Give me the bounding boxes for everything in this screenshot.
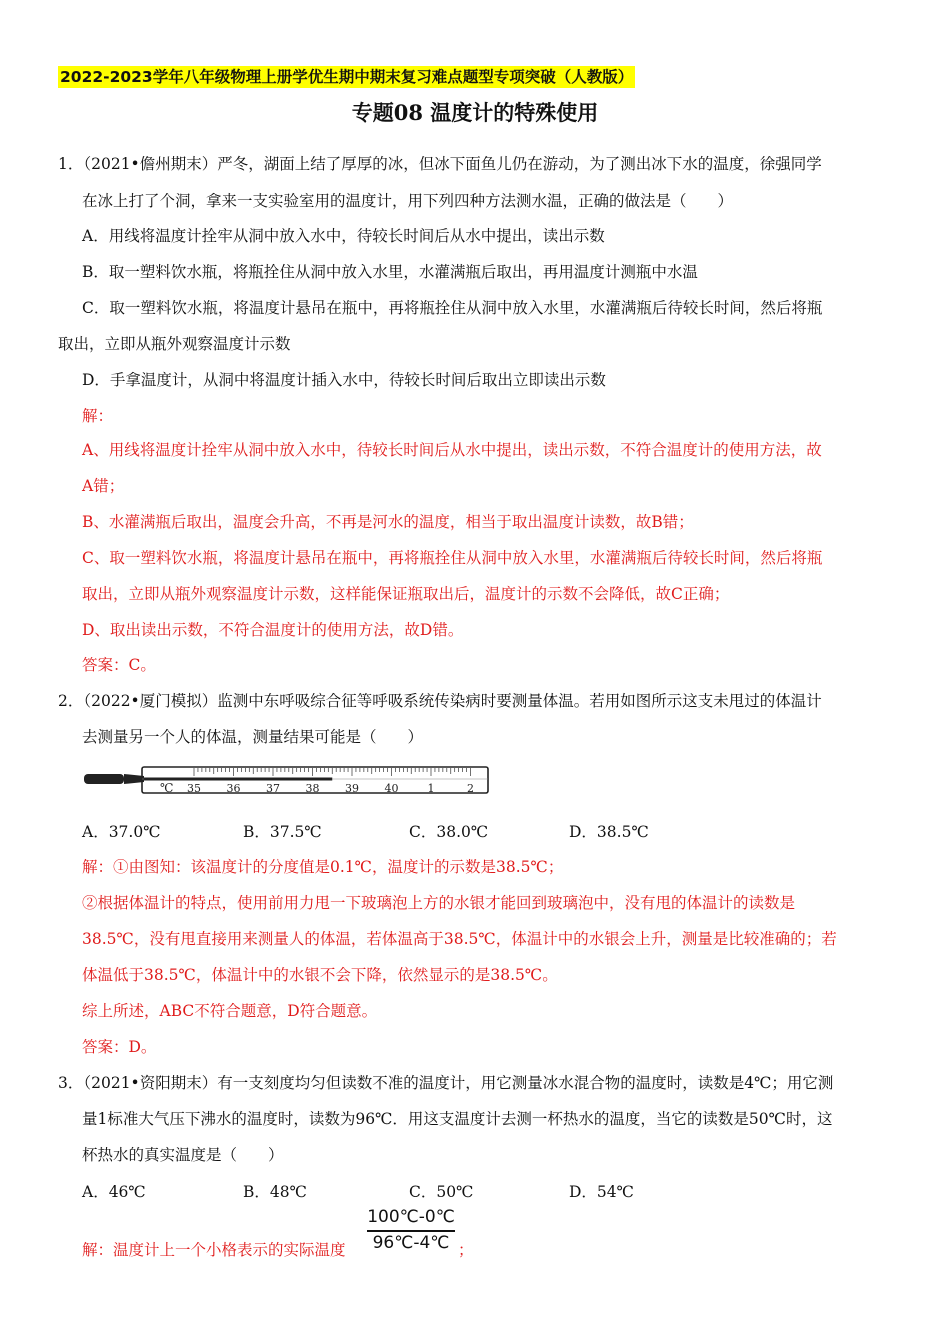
- q2-stem-line2: 去测量另一个人的体温，测量结果可能是（ ）: [82, 728, 424, 746]
- q3-stem-line1: 3．（2021•资阳期末）有一支刻度均匀但读数不准的温度计，用它测量冰水混合物的温度时，读数是4℃；用它测: [58, 1074, 834, 1092]
- q2-solution-line4: 体温低于38.5℃，体温计中的水银不会下降，依然显示的是38.5℃。: [82, 966, 558, 984]
- q1-stem-line2: 在冰上打了个洞，拿来一支实验室用的温度计，用下列四种方法测水温，正确的做法是（ ）: [82, 192, 734, 210]
- q3-option-a: A．46℃: [82, 1183, 146, 1201]
- q1-option-c-line1: C．取一塑料饮水瓶，将温度计悬吊在瓶中，再将瓶拴住从洞中放入水里，水灌满瓶后待较长时间，然后将瓶: [82, 299, 823, 317]
- q2-solution-line5: 综上所述，ABC不符合题意，D符合题意。: [82, 1002, 378, 1020]
- q1-solution-b: B、水灌满瓶后取出，温度会升高，不再是河水的温度，相当于取出温度计读数，故B错；: [82, 513, 694, 531]
- scale-label: 37: [266, 782, 280, 795]
- q2-option-d: D．38.5℃: [569, 823, 649, 841]
- fraction-denominator: 96℃-4℃: [372, 1233, 450, 1253]
- thermometer-bulb: [84, 774, 124, 784]
- q1-option-d: D．手拿温度计，从洞中将温度计插入水中，待较长时间后取出立即读出示数: [82, 371, 606, 389]
- thermometer-figure: [82, 762, 492, 798]
- scale-label: 1: [427, 782, 435, 795]
- page-title: 专题08 温度计的特殊使用: [351, 100, 599, 125]
- q1-solution-c-line1: C、取一塑料饮水瓶，将温度计悬吊在瓶中，再将瓶拴住从洞中放入水里，水灌满瓶后待较长时间，然后将瓶: [82, 549, 823, 567]
- q1-stem-line1: 1．（2021•儋州期末）严冬，湖面上结了厚厚的冰，但冰下面鱼儿仍在游动，为了测出冰下水的温度，徐强同学: [58, 155, 822, 173]
- q1-solution-a-line2: A错；: [82, 477, 125, 495]
- q1-solution-c-line2: 取出，立即从瓶外观察温度计示数，这样能保证瓶取出后，温度计的示数不会降低，故C正确；: [82, 585, 730, 603]
- q3-stem-line2: 量1标准大气压下沸水的温度时，读数为96℃．用这支温度计去测一杯热水的温度，当它的读数是50℃时，这: [82, 1110, 833, 1128]
- scale-label: 39: [345, 782, 359, 795]
- scale-label: 38: [305, 782, 320, 795]
- q3-option-c: C．50℃: [409, 1183, 474, 1201]
- scale-label: 36: [226, 782, 241, 795]
- q3-solution-text: 解：温度计上一个小格表示的实际温度: [82, 1241, 346, 1259]
- fraction-expression: [365, 1206, 457, 1256]
- q2-solution-line1: 解：①由图知：该温度计的分度值是0.1℃，温度计的示数是38.5℃；: [82, 858, 564, 876]
- q1-solution-label: 解：: [82, 407, 114, 425]
- q2-option-b: B．37.5℃: [243, 823, 322, 841]
- q2-answer: 答案：D。: [82, 1038, 157, 1056]
- q3-option-b: B．48℃: [243, 1183, 307, 1201]
- q3-stem-line3: 杯热水的真实温度是（ ）: [82, 1146, 284, 1164]
- scale-label: 35: [187, 782, 201, 795]
- q2-solution-line3: 38.5℃，没有甩直接用来测量人的体温，若体温高于38.5℃，体温计中的水银会上升，测量是比较准确的；若: [82, 930, 837, 948]
- q1-option-b: B．取一塑料饮水瓶，将瓶拴住从洞中放入水里，水灌满瓶后取出，再用温度计测瓶中水温: [82, 263, 698, 281]
- q1-answer: 答案：C。: [82, 656, 156, 674]
- scale-label: 40: [384, 782, 399, 795]
- q1-solution-d: D、取出读出示数，不符合温度计的使用方法，故D错。: [82, 621, 464, 639]
- fraction-numerator: 100℃-0℃: [367, 1207, 455, 1227]
- scale-unit: ℃: [160, 781, 174, 795]
- document-banner: 2022-2023学年八年级物理上册学优生期中期末复习难点题型专项突破（人教版）: [60, 68, 634, 86]
- q1-option-a: A．用线将温度计拴牢从洞中放入水中，待较长时间后从水中提出，读出示数: [82, 227, 605, 245]
- q1-option-c-line2: 取出，立即从瓶外观察温度计示数: [58, 335, 291, 353]
- scale-label: 2: [467, 782, 474, 795]
- q2-stem-line1: 2．（2022•厦门模拟）监测中东呼吸综合征等呼吸系统传染病时要测量体温。若用如图所示这支未甩过的体温计: [58, 692, 822, 710]
- thermometer-neck: [124, 774, 144, 784]
- q1-solution-a-line1: A、用线将温度计拴牢从洞中放入水中，待较长时间后从水中提出，读出示数，不符合温度计的使用方法，故: [82, 441, 822, 459]
- q2-solution-line2: ②根据体温计的特点，使用前用力甩一下玻璃泡上方的水银才能回到玻璃泡中，没有甩的体温计的读数是: [82, 894, 796, 912]
- q2-option-a: A．37.0℃: [82, 823, 161, 841]
- q3-solution-end: ；: [458, 1241, 474, 1259]
- q2-option-c: C．38.0℃: [409, 823, 489, 841]
- q3-option-d: D．54℃: [569, 1183, 634, 1201]
